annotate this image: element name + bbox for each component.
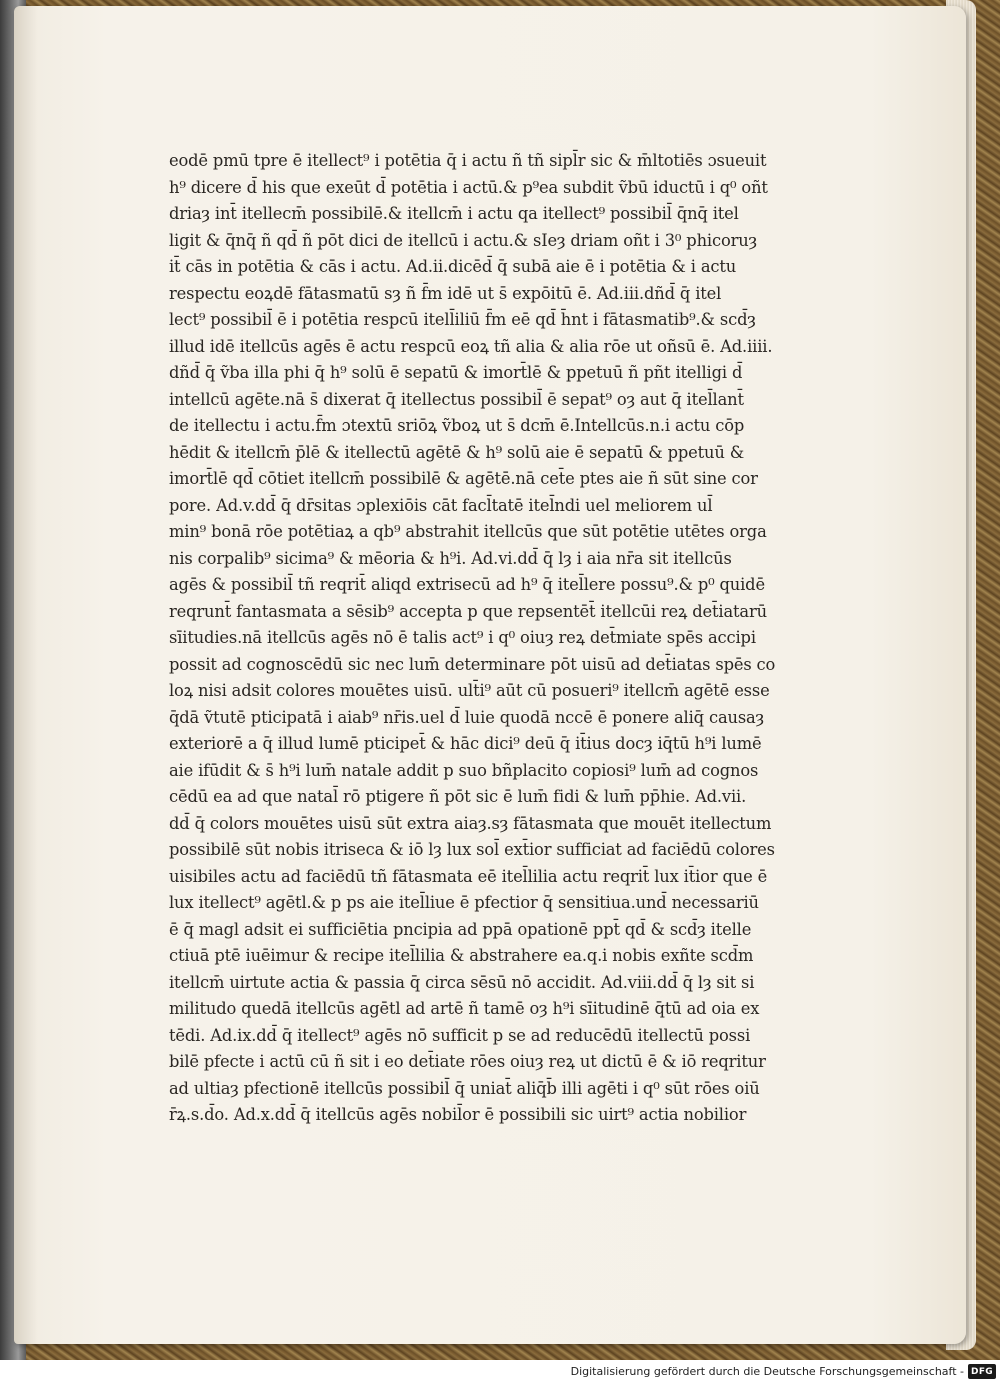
text-line: it̄ cās in potētia & cās i actu. Ad.ii.dicēd̄ q̄ subā aie ē i potētia & i actu bbox=[169, 257, 737, 276]
text-line: possit ad cognoscēdū sic nec lum̄ determinare pōt uisū ad det̄iatas spēs co bbox=[169, 654, 776, 674]
text-line: eodē pmū tpre ē itellect⁹ i potētia q̄ i actu ñ tñ sipl̄r sic & m̄ltotiēs ɔsueuit bbox=[169, 151, 767, 170]
text-line: de itellectu i actu.f̄m ɔtextū sriōꝝ ṽboꝝ ut s̄ dcm̄ ē.Intellcūs.n.i actu cōp bbox=[169, 416, 745, 435]
text-line: tēdi. Ad.ix.dd̄ q̄ itellect⁹ agēs nō sufficit p se ad reducēdū itellectū possi bbox=[169, 1025, 751, 1045]
text-line: lux itellect⁹ agētl.& p ps aie itel̄liue ē pfectior q̄ sensitiua.und̄ necessariū bbox=[169, 893, 759, 912]
text-line: illud idē itellcūs agēs ē actu respcū eoꝝ tñ alia & alia rōe ut oñsū ē. Ad.iiii. bbox=[169, 336, 773, 356]
text-line: ē q̄ magl adsit ei sufficiētia pncipia ad ppā opationē ppt̄ qd̄ & scd̄ȝ itelle bbox=[169, 919, 752, 939]
footer bbox=[0, 1360, 1000, 1385]
text-line: nis corpalib⁹ sicima⁹ & mēoria & h⁹i. Ad.vi.dd̄ q̄ lȝ i aia nr̄a sit itellcūs bbox=[169, 548, 732, 568]
text-line: exteriorē a q̄ illud lumē pticipet̄ & hāc dici⁹ deū q̄ it̄ius docȝ iq̄tū h⁹i lumē bbox=[169, 734, 762, 753]
book-page bbox=[14, 6, 966, 1344]
text-line: sīitudies.nā itellcūs agēs nō ē talis act⁹ i q⁰ oiuȝ reꝝ det̄miate spēs accipi bbox=[169, 628, 756, 647]
text-line: agēs & possibil̄ tñ reqrit̄ aliqd extrisecū ad h⁹ q̄ itel̄lere possu⁹.& p⁰ quidē bbox=[169, 575, 765, 594]
text-line: min⁹ bonā rōe potētiaꝝ a qb⁹ abstrahit itellcūs que sūt potētie utētes orga bbox=[169, 522, 767, 541]
text-line: cēdū ea ad que natal̄ rō ptigere ñ pōt sic ē lum̄ fidi & lum̄ pp̄hie. Ad.vii. bbox=[169, 787, 747, 806]
text-line: ad ultiaȝ pfectionē itellcūs possibil̄ q̄ uniat̄ aliq̄b̄ illi agēti i q⁰ sūt rōes oiū bbox=[169, 1078, 760, 1098]
text-line: itellcm̄ uirtute actia & passia q̄ circa sēsū nō accidit. Ad.viii.dd̄ q̄ lȝ sit si bbox=[169, 972, 755, 992]
text-line: reqrunt̄ fantasmata a sēsib⁹ accepta p que repsentēt̄ itellcūi reꝝ det̄iatarū bbox=[169, 601, 767, 621]
text-line: respectu eoꝝdē fātasmatū sȝ ñ f̄m idē ut s̄ expōitū ē. Ad.iii.dñd̄ q̄ itel bbox=[169, 283, 722, 303]
text-line: bilē pfecte i actū cū ñ sit i eo det̄iate rōes oiuȝ reꝝ ut dictū ē & iō reqritur bbox=[169, 1052, 766, 1071]
text-line: dñd̄ q̄ ṽba illa phi q̄ h⁹ solū ē sepatū & imort̄lē & ppetuū ñ pñt itelligi d̄ bbox=[169, 363, 743, 382]
text-line: dd̄ q̄ colors mouētes uisū sūt extra aiaȝ.sȝ fātasmata que mouēt itellectum bbox=[169, 813, 772, 833]
text-line: aie ifūdit & s̄ h⁹i lum̄ natale addit p suo bñplacito copiosi⁹ lum̄ ad cognos bbox=[169, 760, 759, 780]
text-line: r̄ꝝ.s.d̄o. Ad.x.dd̄ q̄ itellcūs agēs nobil̄or ē possibili sic uirt⁹ actia nobilior bbox=[169, 1105, 747, 1124]
text-block bbox=[169, 148, 784, 1129]
text-line: pore. Ad.v.dd̄ q̄ dr̄sitas ɔplexiōis cāt facl̄tatē itel̄ndi uel meliorem ul̄ bbox=[169, 495, 713, 515]
text-line: intellcū agēte.nā s̄ dixerat q̄ itellectus possibil̄ ē sepat⁹ oȝ aut q̄ itel̄lant̄ bbox=[169, 389, 744, 409]
text-line: lect⁹ possibil̄ ē i potētia respcū itell̄iliū f̄m eē qd̄ h̄nt i fātasmatib⁹.& scd̄ȝ bbox=[169, 310, 756, 329]
text-line: hēdit & itellcm̄ p̄lē & itellectū agētē & h⁹ solū aie ē sepatū & ppetuū & bbox=[169, 442, 745, 462]
funding-credit: Digitalisierung gefördert durch die Deutsche Forschungsgemeinschaft - bbox=[570, 1365, 964, 1378]
text-line: uisibiles actu ad faciēdū tñ fātasmata eē itel̄lilia actu reqrit̄ lux it̄ior que ē bbox=[169, 866, 768, 886]
text-line: loꝝ nisi adsit colores mouētes uisū. ult̄i⁹ aūt cū posueri⁹ itellcm̄ agētē esse bbox=[169, 681, 770, 700]
text-line: possibilē sūt nobis itriseca & iō lȝ lux sol̄ ext̄ior sufficiat ad faciēdū colores bbox=[169, 840, 775, 859]
dfg-logo: DFG bbox=[968, 1364, 996, 1379]
text-line: q̄dā ṽtutē pticipatā i aiab⁹ nr̄is.uel d̄ luie quodā nccē ē ponere aliq̄ causaȝ bbox=[169, 707, 764, 727]
text-line: imort̄lē qd̄ cōtiet itellcm̄ possibilē & agētē.nā cet̄e ptes aie ñ sūt sine cor bbox=[169, 469, 758, 488]
text-line: militudo quedā itellcūs agētl ad artē ñ tamē oȝ h⁹i sīitudinē q̄tū ad oia ex bbox=[169, 999, 760, 1018]
text-line: h⁹ dicere d̄ his que exeūt d̄ potētia i actū.& p⁹ea subdit ṽbū iductū i q⁰ oñt bbox=[169, 177, 768, 197]
text-line: ligit & q̄nq̄ ñ qd̄ ñ pōt dici de itellcū i actu.& sIeȝ driam oñt i 3⁰ phicoruȝ bbox=[169, 230, 757, 250]
text-line: ctiuā ptē iuēimur & recipe itel̄lilia & abstrahere ea.q.i nobis exñte scd̄m bbox=[169, 946, 754, 965]
text-line: driaȝ int̄ itellecm̄ possibilē.& itellcm̄ i actu qa itellect⁹ possibil̄ q̄nq̄ itel bbox=[169, 204, 739, 223]
